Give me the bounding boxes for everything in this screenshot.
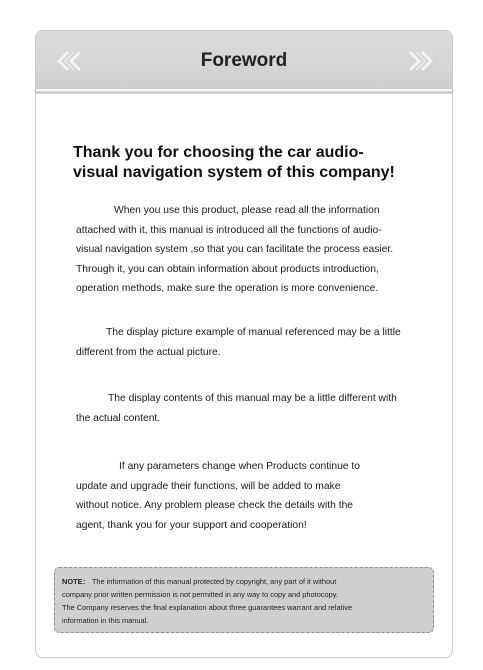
copyright-note-text — [62, 575, 428, 627]
paragraph-line: When you use this product, please read all the information — [114, 205, 380, 216]
heading-line: visual navigation system of this company! — [73, 164, 395, 181]
intro-paragraph — [76, 201, 421, 299]
paragraph-line: visual navigation system ,so that you can facilitate the process easier. — [76, 244, 394, 255]
header-bar — [36, 31, 452, 89]
page-title: Foreword — [200, 50, 288, 71]
note-label: NOTE： — [62, 577, 90, 586]
picture-note-paragraph — [76, 323, 421, 362]
paragraph-line: without notice. Any problem please check the details with the — [76, 500, 354, 511]
welcome-heading — [73, 143, 413, 183]
note-line: The Company reserves the final explanation about three guarantees warrant and relative — [62, 603, 353, 612]
double-chevron-right-icon — [400, 50, 440, 72]
paragraph-line: different from the actual picture. — [76, 346, 221, 358]
paragraph-line: The display contents of this manual may be a little different with — [108, 393, 397, 404]
note-line: company prior written permission is not permitted in any way to copy and photocopy. — [62, 590, 338, 599]
foreword-page — [35, 30, 453, 658]
update-paragraph — [76, 457, 421, 535]
paragraph-line: If any parameters change when Products continue to — [119, 461, 360, 472]
paragraph-line: The display picture example of manual referenced may be a little — [106, 327, 401, 338]
paragraph-line: agent, thank you for your support and cooperation! — [76, 519, 307, 531]
heading-line: Thank you for choosing the car audio- — [73, 144, 364, 161]
paragraph-line: operation methods, make sure the operation is more convenience. — [76, 283, 379, 294]
paragraph-line: the actual content. — [76, 412, 161, 424]
note-line: The information of this manual protected by copyright, any part of it without — [91, 577, 337, 586]
paragraph-line: Through it, you can obtain information about products introduction, — [76, 263, 379, 275]
header-divider — [36, 91, 452, 94]
paragraph-line: update and upgrade their functions, will be added to make — [76, 480, 341, 492]
copyright-note-box — [54, 567, 434, 633]
note-line: information in this manual. — [62, 616, 149, 625]
paragraph-line: attached with it, this manual is introduced all the functions of audio- — [76, 224, 382, 236]
content-note-paragraph — [76, 389, 421, 428]
